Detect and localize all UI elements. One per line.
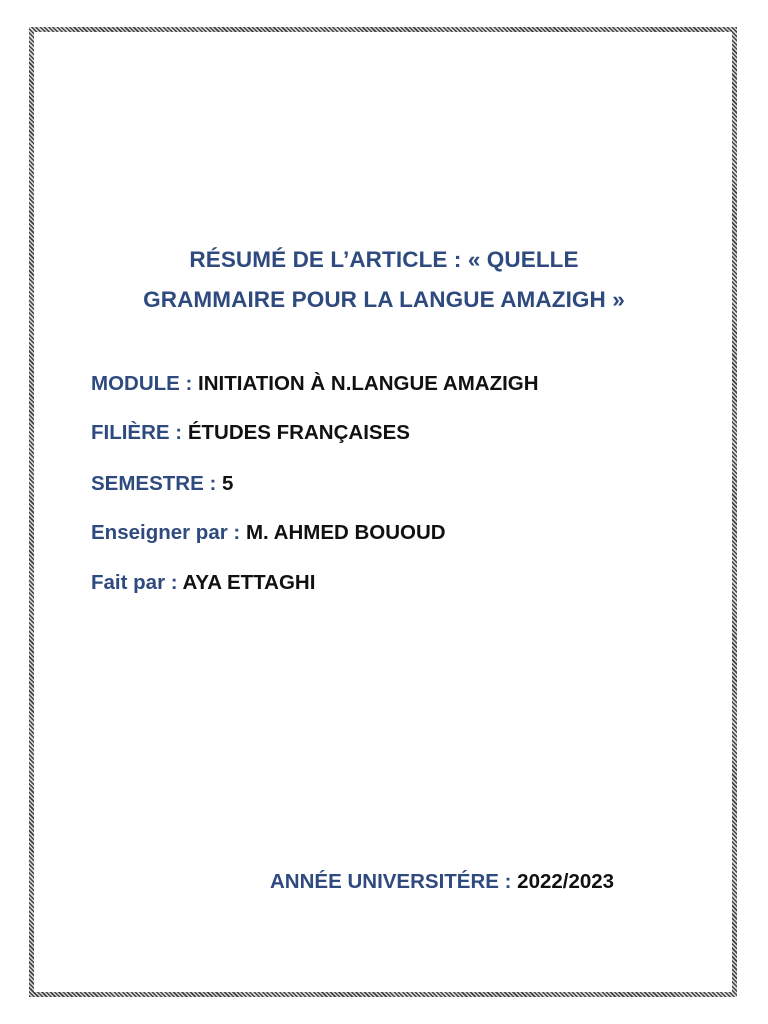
- academic-year-value: 2022/2023: [517, 870, 615, 893]
- author-field: [91, 569, 315, 597]
- module-value: INITIATION À N.LANGUE AMAZIGH: [198, 372, 539, 395]
- filiere-value: ÉTUDES FRANÇAISES: [187, 421, 410, 444]
- academic-year-label: ANNÉE UNIVERSITÉRE :: [270, 870, 518, 893]
- academic-year: [270, 868, 614, 896]
- semestre-label: SEMESTRE :: [91, 472, 222, 495]
- decorative-page-border: [29, 27, 737, 997]
- author-value: AYA ETTAGHI: [182, 571, 316, 594]
- title-line-2: GRAMMAIRE POUR LA LANGUE AMAZIGH »: [143, 287, 625, 312]
- teacher-field: [91, 519, 446, 547]
- title-line-1: RÉSUMÉ DE L’ARTICLE : « QUELLE: [189, 247, 579, 272]
- module-field: [91, 370, 539, 398]
- semestre-value: 5: [222, 472, 234, 495]
- author-label: Fait par :: [91, 571, 183, 594]
- teacher-value: M. AHMED BOUOUD: [245, 521, 446, 544]
- filiere-label: FILIÈRE :: [91, 421, 188, 444]
- teacher-label: Enseigner par :: [91, 521, 246, 544]
- document-title: [60, 240, 708, 320]
- filiere-field: [91, 419, 410, 447]
- semestre-field: [91, 470, 233, 498]
- module-label: MODULE :: [91, 372, 199, 395]
